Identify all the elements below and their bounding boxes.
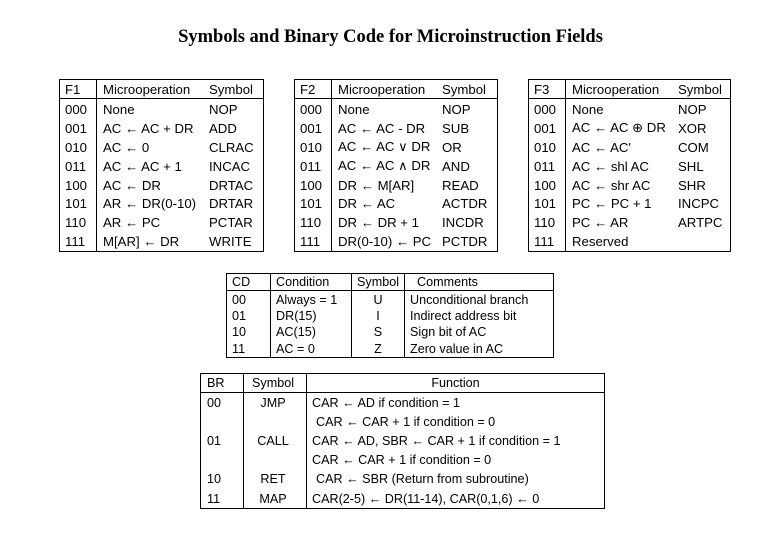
symbol-cell: DRTAC [209, 177, 254, 193]
table-row [60, 157, 264, 176]
symbol-cell [672, 232, 731, 251]
symbol-cell: PCTDR [442, 234, 488, 250]
table-row [227, 308, 554, 324]
table-row [60, 176, 264, 195]
symbol-cell: INCPC [678, 196, 720, 212]
column-header: Symbol [436, 80, 498, 99]
column-header: Symbol [203, 80, 264, 99]
comment-cell: Indirect address bit [405, 308, 554, 324]
column-header: Microoperation [332, 80, 437, 99]
column-header: Condition [271, 274, 352, 291]
symbol-cell: READ [442, 177, 479, 193]
symbol-cell: SHL [678, 158, 704, 174]
microoperation-cell: AC ← DR [103, 177, 161, 193]
column-header: CD [227, 274, 271, 291]
comment-cell: Zero value in AC [405, 341, 554, 358]
column-header: BR [201, 374, 244, 393]
cd-code-cell: 00 [227, 291, 271, 308]
br-code-cell [201, 451, 244, 470]
table-row [227, 324, 554, 340]
function-cell: CAR ← AD if condition = 1 [307, 393, 605, 413]
microoperation-cell: M[AR] ← DR [103, 234, 180, 250]
code-cell: 011 [529, 157, 566, 176]
code-cell: 111 [529, 232, 566, 251]
symbol-cell: INCDR [442, 215, 484, 231]
cd-table [226, 273, 554, 358]
table-row [295, 194, 498, 213]
table-row [295, 138, 498, 157]
code-cell: 000 [529, 99, 566, 119]
table-row [227, 341, 554, 358]
table-row [295, 232, 498, 251]
symbol-cell: S [352, 324, 405, 340]
microoperation-cell: None [572, 101, 604, 117]
condition-cell: DR(15) [271, 308, 352, 324]
table-row [60, 138, 264, 157]
code-cell: 010 [295, 138, 332, 157]
table-row [60, 194, 264, 213]
table-row [529, 99, 731, 119]
symbol-cell: Z [352, 341, 405, 358]
symbol-cell: OR [442, 139, 462, 155]
microoperation-cell: AR ← PC [103, 215, 161, 231]
code-cell: 001 [529, 119, 566, 138]
code-cell: 101 [60, 194, 97, 213]
code-cell: 011 [60, 157, 97, 176]
function-cell: CAR ← AD, SBR ← CAR + 1 if condition = 1 [307, 431, 605, 450]
comment-cell: Sign bit of AC [405, 324, 554, 340]
table-row [529, 213, 731, 232]
column-header: Microoperation [97, 80, 204, 99]
microoperation-cell: AC ← AC ⊕ DR [572, 120, 666, 136]
code-cell: 110 [529, 213, 566, 232]
microoperation-cell: AR ← DR(0-10) [103, 196, 197, 212]
table-row [295, 99, 498, 119]
symbol-cell: XOR [678, 120, 707, 136]
table-row [529, 138, 731, 157]
cd-code-cell: 10 [227, 324, 271, 340]
microoperation-cell: AC ← shr AC [572, 177, 651, 193]
code-cell: 100 [529, 176, 566, 195]
cd-code-cell: 11 [227, 341, 271, 358]
f3-table [528, 79, 731, 252]
table-row [295, 213, 498, 232]
microoperation-cell: AC ← AC ∨ DR [338, 139, 431, 155]
table-row [529, 157, 731, 176]
symbol-cell: DRTAR [209, 196, 254, 212]
microoperation-cell: AC ← 0 [103, 139, 150, 155]
microoperation-cell: None [338, 101, 370, 117]
microoperation-cell: DR ← M[AR] [338, 177, 415, 193]
symbol-cell: SHR [678, 177, 706, 193]
symbol-cell: PCTAR [209, 215, 253, 231]
code-cell: 001 [60, 119, 97, 138]
table-header-row [227, 274, 554, 291]
symbol-cell: SUB [442, 120, 470, 136]
code-cell: 000 [295, 99, 332, 119]
code-cell: 111 [60, 232, 97, 251]
table-row [529, 194, 731, 213]
code-cell: 001 [295, 119, 332, 138]
table-row [529, 176, 731, 195]
symbol-cell: NOP [678, 101, 707, 117]
condition-cell: AC(15) [271, 324, 352, 340]
table-row [529, 232, 731, 251]
table-row [295, 119, 498, 138]
code-cell: 101 [529, 194, 566, 213]
table-header-row [529, 80, 731, 99]
code-cell: 111 [295, 232, 332, 251]
page-title: Symbols and Binary Code for Microinstruction Fields [178, 27, 603, 47]
symbol-cell: U [352, 291, 405, 308]
code-cell: 010 [529, 138, 566, 157]
table-header-row [60, 80, 264, 99]
microoperation-cell: AC ← AC' [572, 139, 631, 155]
column-header: Symbol [352, 274, 405, 291]
br-code-cell: 11 [201, 489, 244, 509]
column-header: Symbol [244, 374, 307, 393]
microoperation-cell: DR ← AC [338, 196, 396, 212]
symbol-cell: NOP [209, 101, 238, 117]
code-cell: 110 [60, 213, 97, 232]
symbol-cell: NOP [442, 101, 471, 117]
table-row [201, 431, 605, 450]
function-cell: CAR(2-5) ← DR(11-14), CAR(0,1,6) ← 0 [307, 489, 605, 509]
symbol-cell: INCAC [209, 158, 251, 174]
symbol-cell: RET [244, 470, 307, 489]
table-row [201, 470, 605, 489]
table-row [60, 232, 264, 251]
symbol-cell: ADD [209, 120, 237, 136]
function-cell: CAR ← CAR + 1 if condition = 0 [307, 412, 605, 431]
code-cell: 110 [295, 213, 332, 232]
table-row [295, 157, 498, 176]
table-row [60, 99, 264, 119]
microoperation-cell: AC ← AC ∧ DR [338, 158, 431, 174]
code-cell: 010 [60, 138, 97, 157]
column-header: F3 [529, 80, 566, 99]
function-cell: CAR ← CAR + 1 if condition = 0 [307, 451, 605, 470]
table-row [60, 119, 264, 138]
symbol-cell: ACTDR [442, 196, 488, 212]
function-cell: CAR ← SBR (Return from subroutine) [307, 470, 605, 489]
symbol-cell: COM [678, 139, 709, 155]
symbol-cell: WRITE [209, 234, 252, 250]
microoperation-cell: PC ← PC + 1 [572, 196, 652, 212]
column-header: Function [307, 374, 605, 393]
symbol-cell [244, 451, 307, 470]
table-row [529, 119, 731, 138]
f1-table [59, 79, 264, 252]
br-code-cell: 10 [201, 470, 244, 489]
table-header-row [201, 374, 605, 393]
table-row [201, 489, 605, 509]
cd-code-cell: 01 [227, 308, 271, 324]
table-row [295, 176, 498, 195]
br-code-cell [201, 412, 244, 431]
comment-cell: Unconditional branch [405, 291, 554, 308]
symbol-cell: CLRAC [209, 139, 254, 155]
br-table [200, 373, 605, 509]
table-row [60, 213, 264, 232]
column-header: Comments [405, 274, 554, 291]
symbol-cell [244, 412, 307, 431]
table-header-row [295, 80, 498, 99]
symbol-cell: CALL [244, 431, 307, 450]
microoperation-cell: None [103, 101, 135, 117]
table-row [201, 412, 605, 431]
microoperation-cell: DR(0-10) ← PC [338, 234, 432, 250]
code-cell: 100 [295, 176, 332, 195]
microoperation-cell: DR ← DR + 1 [338, 215, 419, 231]
symbol-cell: JMP [244, 393, 307, 413]
code-cell: 101 [295, 194, 332, 213]
code-cell: 000 [60, 99, 97, 119]
table-row [201, 451, 605, 470]
symbol-cell: ARTPC [678, 215, 723, 231]
microoperation-cell: AC ← AC + DR [103, 120, 194, 136]
microoperation-cell: AC ← AC + 1 [103, 158, 182, 174]
microoperation-cell: AC ← AC - DR [338, 120, 426, 136]
table-row [201, 393, 605, 413]
column-header: Symbol [672, 80, 731, 99]
code-cell: 011 [295, 157, 332, 176]
symbol-cell: I [352, 308, 405, 324]
microoperation-cell: PC ← AR [572, 215, 629, 231]
condition-cell: AC = 0 [271, 341, 352, 358]
symbol-cell: MAP [244, 489, 307, 509]
column-header: F2 [295, 80, 332, 99]
code-cell: 100 [60, 176, 97, 195]
br-code-cell: 00 [201, 393, 244, 413]
table-row [227, 291, 554, 308]
br-code-cell: 01 [201, 431, 244, 450]
column-header: F1 [60, 80, 97, 99]
f2-table [294, 79, 498, 252]
column-header: Microoperation [566, 80, 673, 99]
microoperation-cell: AC ← shl AC [572, 158, 649, 174]
symbol-cell: AND [442, 158, 470, 174]
condition-cell: Always = 1 [271, 291, 352, 308]
microoperation-cell: Reserved [572, 234, 629, 250]
